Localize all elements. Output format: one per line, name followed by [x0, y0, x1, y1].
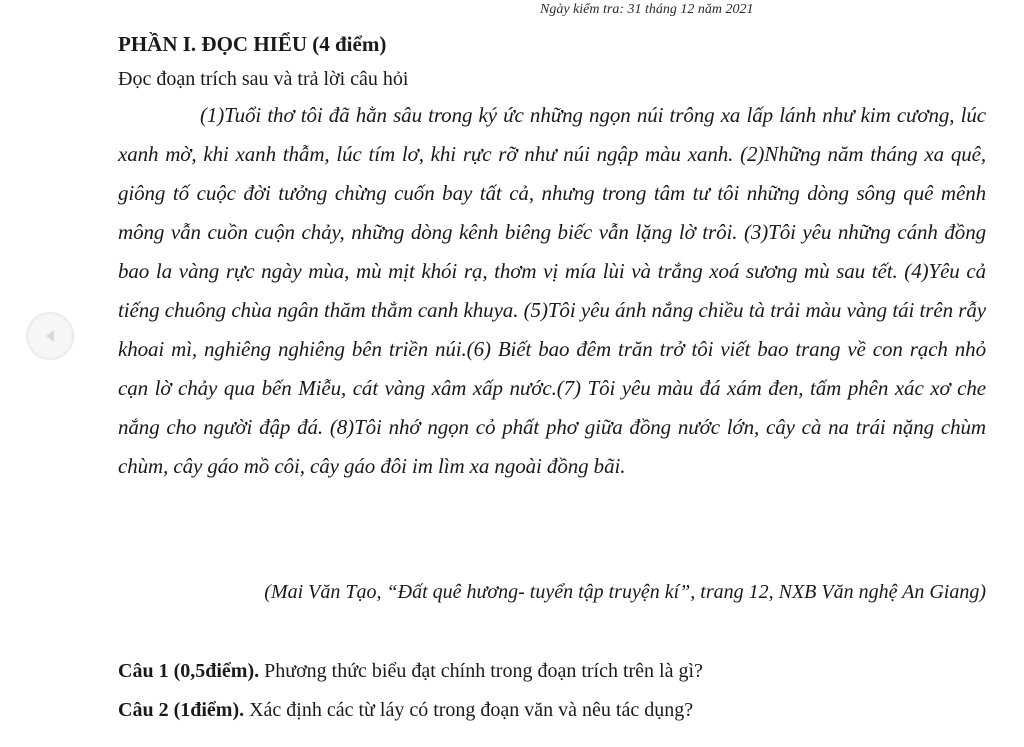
reading-passage: (1)Tuổi thơ tôi đã hằn sâu trong ký ức những ngọn núi trông xa lấp lánh như kim cương, lúc xanh mờ, khi xanh thẫm, lúc tím lơ, khi rực rỡ như núi ngập màu xanh. (2)Những năm tháng xa quê, giông tố cuộc đời tưởng chừng cuốn bay tất cả, nhưng trong tâm tư tôi những dòng sông quê mênh mông vẫn cuồn cuộn chảy, những dòng kênh biêng biếc vẫn lặng lờ trôi. (3)Tôi yêu những cánh đồng bao la vàng rực ngày mùa, mù mịt khói rạ, thơm vị mía lùi và trắng xoá sương mù sau tết. (4)Yêu cả tiếng chuông chùa ngân thăm thẳm canh khuya. (5)Tôi yêu ánh nắng chiều tà trải màu vàng tái trên rẫy khoai mì, nghiêng nghiêng bên triền núi.(6) Biết bao đêm trăn trở tôi viết bao trang về con rạch nhỏ cạn lờ chảy qua bến Miễu, cát vàng xâm xấp nước.(7) Tôi yêu màu đá xám đen, tấm phên xác xơ che nắng cho người đập đá. (8)Tôi nhớ ngọn cỏ phất phơ giữa đồng nước lớn, cây cà na trái nặng chùm chùm, cây gáo mồ côi, cây gáo đôi im lìm xa ngoài đồng bãi. [118, 103, 986, 478]
question-2-label: Câu 2 (1điểm). [118, 699, 245, 721]
question-2 [118, 699, 693, 722]
section-title: PHẦN I. ĐỌC HIỂU (4 điểm) [118, 32, 387, 56]
question-2-text: Xác định các từ láy có trong đoạn văn và nêu tác dụng? [244, 699, 694, 721]
chevron-left-icon [43, 328, 57, 344]
instruction: Đọc đoạn trích sau và trả lời câu hỏi [118, 68, 409, 90]
question-1-text: Phương thức biểu đạt chính trong đoạn trích trên là gì? [259, 660, 703, 682]
question-1-label: Câu 1 (0,5điểm). [118, 660, 260, 682]
passage-citation: (Mai Văn Tạo, “Đất quê hương- tuyển tập truyện kí”, trang 12, NXB Văn nghệ An Giang) [264, 581, 986, 603]
exam-date: Ngày kiểm tra: 31 tháng 12 năm 2021 [540, 2, 754, 17]
previous-page-button[interactable] [26, 312, 74, 360]
question-1 [118, 660, 703, 683]
